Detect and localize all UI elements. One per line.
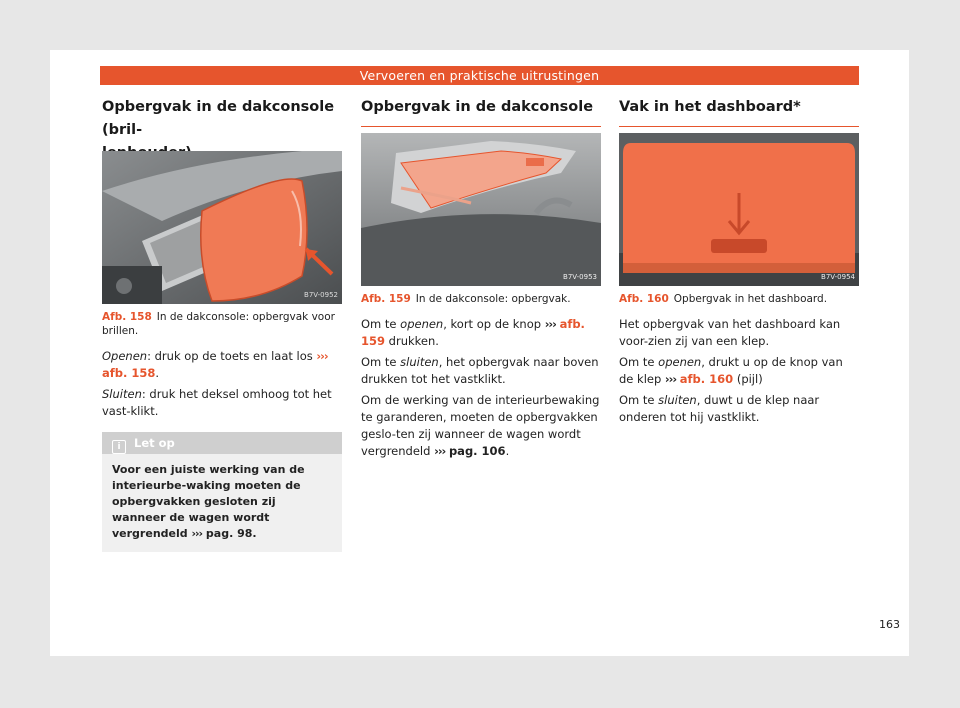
figure-caption: Afb. 159 In de dakconsole: opbergvak. [361, 293, 571, 305]
figure-160-image [619, 133, 859, 286]
figure-159 [361, 133, 601, 306]
figure-158-image [102, 151, 342, 304]
note-heading: i Let op [102, 432, 342, 454]
body-text [619, 316, 859, 430]
paragraph: Openen: druk op de toets en laat los ››› afb. 158. [102, 349, 328, 380]
figure-159-image [361, 133, 601, 286]
link-afb-160[interactable]: afb. 160 [679, 372, 734, 386]
section-title: Vak in het dashboard* [619, 99, 801, 115]
link-afb-158[interactable]: afb. 158 [102, 366, 156, 380]
figure-code: B7V-0952 [304, 291, 338, 299]
body-text [361, 316, 601, 464]
note-box [102, 432, 342, 552]
paragraph: Sluiten: druk het deksel omhoog tot het vast-klikt. [102, 387, 332, 418]
paragraph: Om te openen, drukt u op de knop van de klep ››› afb. 160 (pijl) [619, 355, 843, 386]
info-icon: i [112, 440, 126, 454]
figure-code: B7V-0954 [821, 273, 855, 281]
paragraph: Om de werking van de interieurbewaking te garanderen, moeten de opbergvakken geslo-ten zij wanneer de wagen wordt vergrendeld ››› pag. 106. [361, 393, 600, 458]
section-roof-console [361, 96, 601, 458]
figure-code: B7V-0953 [563, 273, 597, 281]
title-rule [619, 126, 859, 127]
link-pag-106[interactable]: pag. 106 [448, 444, 506, 458]
page-number: 163 [879, 618, 900, 631]
link-afb-159[interactable]: afb. 159 [361, 317, 585, 348]
section-title: Opbergvak in de dakconsole (bril- [102, 99, 335, 138]
section-roof-console-glasses [102, 96, 342, 540]
figure-160 [619, 133, 859, 306]
figure-caption: Afb. 160 Opbergvak in het dashboard. [619, 293, 828, 305]
paragraph: Het opbergvak van het dashboard kan voor-zien zij van een klep. [619, 317, 841, 348]
link-pag-98[interactable]: pag. 98 [205, 527, 253, 540]
note-text: Voor een juiste werking van de interieurbe-waking moeten de opbergvakken gesloten zij wanneer de wagen wordt vergrendeld ››› pag. 98. [112, 463, 305, 540]
title-rule [361, 126, 601, 127]
section-title: Opbergvak in de dakconsole [361, 99, 594, 115]
chapter-header: Vervoeren en praktische uitrustingen [100, 66, 859, 85]
body-text [102, 348, 342, 552]
paragraph: Om te openen, kort op de knop ››› afb. 159 drukken. [361, 317, 585, 348]
section-dashboard-compartment [619, 96, 859, 424]
figure-caption: Afb. 158 In de dakconsole: opbergvak voor brillen. [102, 311, 335, 337]
paragraph: Om te sluiten, duwt u de klep naar onderen tot hij vastklikt. [619, 393, 820, 424]
figure-158 [102, 151, 342, 338]
paragraph: Om te sluiten, het opbergvak naar boven drukken tot het vastklikt. [361, 355, 599, 386]
